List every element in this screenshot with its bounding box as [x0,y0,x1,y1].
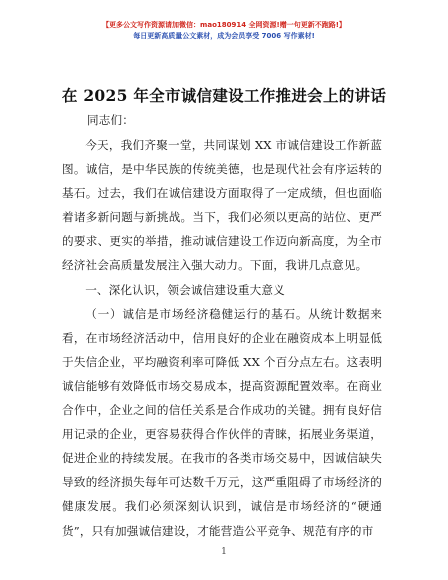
page-number: 1 [221,547,227,557]
header-banner [0,20,448,42]
paragraph-intro: 今天，我们齐聚一堂，共同谋划 XX 市诚信建设工作新蓝图。诚信，是中华民族的传统美德，也是现代社会有序运转的基石。过去，我们在诚信建设方面取得了一定成绩，但也面临着诸多新问题与新挑战。当下，我们必须以更高的站位、更严的要求、更实的举措，推动诚信建设工作迈向新高度，为全市经济社会高质量发展注入强大动力。下面，我讲几点意见。 [62,138,382,273]
document-title: 在 2025 年全市诚信建设工作推进会上的讲话 [61,86,387,105]
banner-line-1: 【更多公文写作资源请加微信：mao180914 全网资源!赠一句更新不跑路!】 [102,21,346,29]
section-heading: 一、深化认识，领会诚信建设重大意义 [85,282,285,297]
document-body [62,133,382,543]
banner-line-2: 每日更新高质量公文素材，成为会员享受 7006 写作素材! [133,32,315,40]
salutation: 同志们： [87,113,134,127]
paragraph-section-1-1: （一）诚信是市场经济稳健运行的基石。从统计数据来看，在市场经济活动中，信用良好的企业在融资成本上明显低于失信企业，平均融资利率可降低 XX 个百分点左右。这表明诚信能够有效降低市场交易成本，提高资源配置效率。在商业合作中，企业之间的信任关系是合作成功的关键。拥有良好信用记录的企业，更容易获得合作伙伴的青睐，拓展业务渠道，促进企业的持续发展。在我市的各类市场交易中，因诚信缺失导致的经济损失每年可达数千万元，这严重阻碍了市场经济的健康发展。我们必须深刻认识到，诚信是市场经济的“硬通货”，只有加强诚信建设，才能营造公平竞争、规范有序的市 [62,306,382,538]
